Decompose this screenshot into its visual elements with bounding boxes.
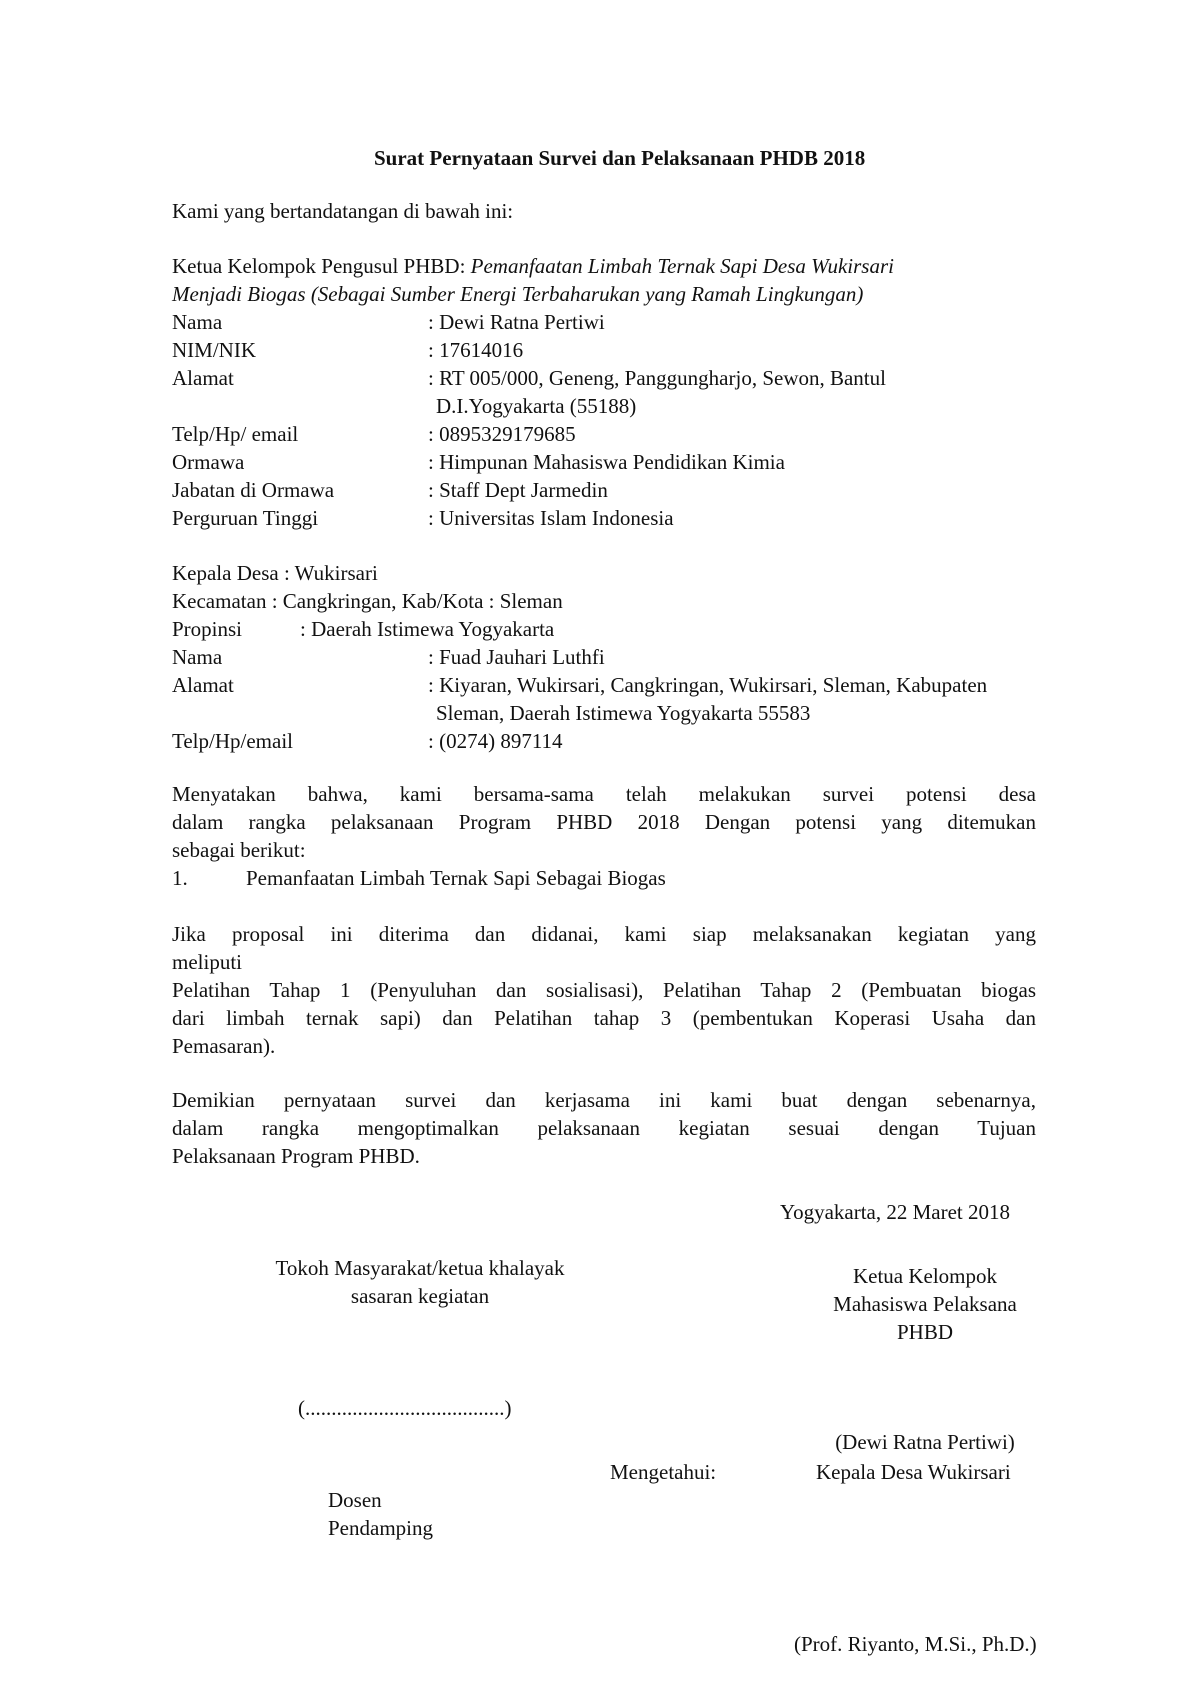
field-value: : Staff Dept Jarmedin (428, 478, 608, 502)
field-row (172, 644, 1092, 670)
paragraph-line: Pelatihan Tahap 1 (Penyuluhan dan sosialisasi), Pelatihan Tahap 2 (Pembuatan biogas (172, 978, 1036, 1002)
field-row-continuation (172, 700, 1092, 726)
left-title-line: sasaran kegiatan (350, 1284, 490, 1308)
dosen-label-line1: Dosen (328, 1488, 382, 1512)
field-row (172, 421, 1092, 447)
field-label: Nama (172, 310, 223, 334)
kepala-desa-line: Kepala Desa : Wukirsari (172, 561, 378, 585)
paragraph-line: Demikian pernyataan survei dan kerjasama ini kami buat dengan sebenarnya, (172, 1088, 1036, 1112)
field-value: : RT 005/000, Geneng, Panggungharjo, Sewon, Bantul (428, 366, 886, 390)
field-label: Jabatan di Ormawa (172, 478, 335, 502)
place-date: Yogyakarta, 22 Maret 2018 (780, 1200, 1010, 1224)
field-row (172, 477, 1092, 503)
right-signatory-name: (Dewi Ratna Pertiwi) (835, 1430, 1015, 1454)
left-title-line: Tokoh Masyarakat/ketua khalayak (275, 1256, 565, 1280)
field-label: Ormawa (172, 450, 245, 474)
field-label: Telp/Hp/ email (172, 422, 299, 446)
right-title-line: Ketua Kelompok (852, 1264, 998, 1288)
document-title: Surat Pernyataan Survei dan Pelaksanaan PHDB 2018 (374, 146, 866, 170)
field-value: : Fuad Jauhari Luthfi (428, 645, 605, 669)
field-value: D.I.Yogyakarta (55188) (436, 394, 637, 418)
paragraph-line: dalam rangka mengoptimalkan pelaksanaan kegiatan sesuai dengan Tujuan (172, 1116, 1036, 1140)
field-value: Sleman, Daerah Istimewa Yogyakarta 55583 (436, 701, 811, 725)
list-item-number: 1. (172, 866, 188, 890)
bottom-signatory-name: (Prof. Riyanto, M.Si., Ph.D.) (794, 1632, 1037, 1656)
proposal-title-part1: Pemanfaatan Limbah Ternak Sapi Desa Wukirsari (470, 254, 894, 278)
field-row (172, 672, 1092, 698)
field-value: : 17614016 (428, 338, 524, 362)
group-leader-line1 (172, 253, 894, 279)
paragraph-line: Jika proposal ini diterima dan didanai, kami siap melaksanakan kegiatan yang (172, 922, 1036, 946)
paragraph-line: Menyatakan bahwa, kami bersama-sama telah melakukan survei potensi desa (172, 782, 1036, 806)
field-label: Alamat (172, 673, 234, 697)
right-title-line: PHBD (896, 1320, 954, 1344)
field-row (172, 309, 1092, 335)
paragraph-line: meliputi (172, 950, 242, 974)
left-signatory-title (240, 1254, 600, 1310)
right-title-line: Mahasiswa Pelaksana (833, 1292, 1017, 1316)
field-label: Nama (172, 645, 223, 669)
field-row (172, 449, 1092, 475)
field-label: Perguruan Tinggi (172, 506, 319, 530)
field-row (172, 728, 1092, 754)
dosen-label-line2: Pendamping (328, 1516, 433, 1540)
kepala-desa-title: Kepala Desa Wukirsari (816, 1460, 1011, 1484)
proposal-paragraph (172, 920, 1036, 1060)
group-leader-label: Ketua Kelompok Pengusul PHBD: (172, 254, 471, 278)
paragraph-line: Pemasaran). (172, 1034, 276, 1058)
propinsi-row (172, 616, 1092, 642)
statement-paragraph (172, 780, 1036, 864)
paragraph-line: dalam rangka pelaksanaan Program PHBD 2018 Dengan potensi yang ditemukan (172, 810, 1036, 834)
field-value: : Universitas Islam Indonesia (428, 506, 674, 530)
field-row (172, 505, 1092, 531)
left-signature-blank: (......................................) (298, 1396, 512, 1420)
field-value: : Himpunan Mahasiswa Pendidikan Kimia (428, 450, 785, 474)
field-label: Alamat (172, 366, 234, 390)
right-signatory-title (790, 1262, 1060, 1346)
list-item-text: Pemanfaatan Limbah Ternak Sapi Sebagai Biogas (246, 866, 666, 890)
field-value: : 0895329179685 (428, 422, 576, 446)
field-value: : Kiyaran, Wukirsari, Cangkringan, Wukirsari, Sleman, Kabupaten (428, 673, 988, 697)
list-item (172, 864, 1052, 892)
kecamatan-line: Kecamatan : Cangkringan, Kab/Kota : Sleman (172, 589, 563, 613)
field-row (172, 365, 1092, 391)
field-label: Propinsi (172, 617, 243, 641)
paragraph-line: sebagai berikut: (172, 838, 306, 862)
field-label: NIM/NIK (172, 338, 256, 362)
paragraph-line: Pelaksanaan Program PHBD. (172, 1144, 420, 1168)
intro-text: Kami yang bertandatangan di bawah ini: (172, 199, 514, 223)
field-label: Telp/Hp/email (172, 729, 293, 753)
field-row (172, 337, 1092, 363)
field-value: : (0274) 897114 (428, 729, 563, 753)
closing-paragraph (172, 1086, 1036, 1170)
field-value: : Dewi Ratna Pertiwi (428, 310, 605, 334)
proposal-title-part2: Menjadi Biogas (Sebagai Sumber Energi Terbaharukan yang Ramah Lingkungan) (172, 282, 864, 306)
paragraph-line: dari limbah ternak sapi) dan Pelatihan tahap 3 (pembentukan Koperasi Usaha dan (172, 1006, 1036, 1030)
field-row-continuation (172, 393, 1092, 419)
mengetahui-label: Mengetahui: (610, 1460, 717, 1484)
field-value: : Daerah Istimewa Yogyakarta (300, 617, 555, 641)
